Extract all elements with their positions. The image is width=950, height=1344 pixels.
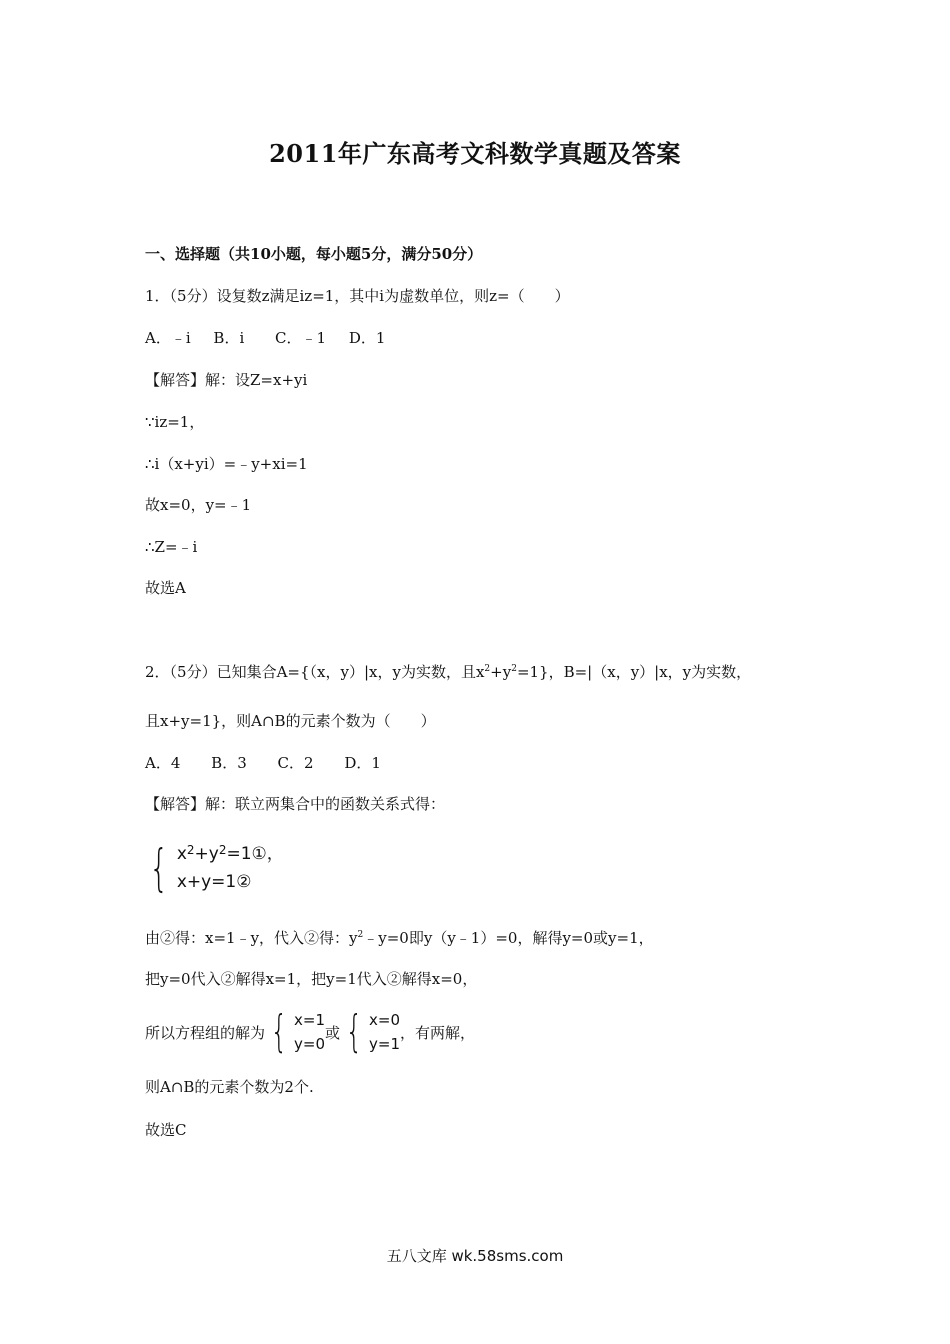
q1-answer: 故选A [145, 579, 186, 597]
left-brace: { [149, 839, 169, 897]
q2-step-1: 由②得：x=1﹣y，代入②得：$y^2﹣y=0$即y（y﹣1）=0，解得y=0或y=1， [145, 929, 654, 947]
equation-row-1: $x^2+y^2=1①$， [176, 843, 284, 864]
q2-step-2: 把y=0代入②解得x=1，把y=1代入②解得x=0， [145, 970, 478, 988]
q2-answer: 故选C [145, 1121, 187, 1139]
q2-option-d: D．1 [344, 754, 381, 772]
q1-stem: 1．（5分）设复数z满足iz=1，其中i为虚数单位，则z=（ ） [145, 287, 570, 305]
q1-solution-line: ∵iz=1， [145, 413, 205, 431]
q1-solution-line: ∴i（x+yi）=﹣y+xi=1 [145, 455, 308, 473]
q1-option-d: D．1 [348, 329, 386, 347]
q2-options [145, 753, 407, 773]
solution-system-1: { x=1 y=0 [270, 1006, 326, 1057]
q2-step-3: 所以方程组的解为 { x=1 y=0 或 { x=0 y=1 ，有两解， [145, 1006, 476, 1057]
q1-solution-line: ∴Z=﹣i [145, 538, 198, 556]
q2-solution-intro: 【解答】解：联立两集合中的函数关系式得： [145, 795, 446, 813]
q1-option-a: A．﹣i [145, 329, 191, 347]
q1-option-b: B．i [213, 329, 245, 347]
page-title: 2011年广东高考文科数学真题及答案 [269, 139, 681, 168]
q2-stem-line1: 2．（5分）已知集合A={（x，y）|x，y为实数，且$x^2+y^2=1$}，B=|（x，y）|x，y为实数， [145, 663, 752, 681]
q2-option-b: B．3 [211, 754, 247, 772]
q2-option-c: C．2 [277, 754, 314, 772]
q1-options [145, 328, 411, 348]
q2-option-a: A．4 [145, 754, 181, 772]
q1-solution-line: 【解答】解：设Z=x+yi [145, 371, 308, 389]
q2-step-4: 则A∩B的元素个数为2个. [145, 1078, 314, 1096]
q1-option-c: C．﹣1 [275, 329, 327, 347]
q2-stem-line2: 且x+y=1}，则A∩B的元素个数为（ ） [145, 712, 436, 730]
section-heading: 一、选择题（共10小题，每小题5分，满分50分） [145, 245, 483, 263]
footer-watermark: 五八文库 wk.58sms.com [386, 1247, 564, 1265]
left-brace: { [270, 1006, 288, 1057]
equation-row-2: x+y=1② [176, 872, 252, 892]
q1-solution-line: 故x=0，y=﹣1 [145, 496, 252, 514]
equation-system [143, 840, 284, 896]
solution-system-2: { x=0 y=1 [345, 1006, 401, 1057]
left-brace: { [345, 1006, 363, 1057]
